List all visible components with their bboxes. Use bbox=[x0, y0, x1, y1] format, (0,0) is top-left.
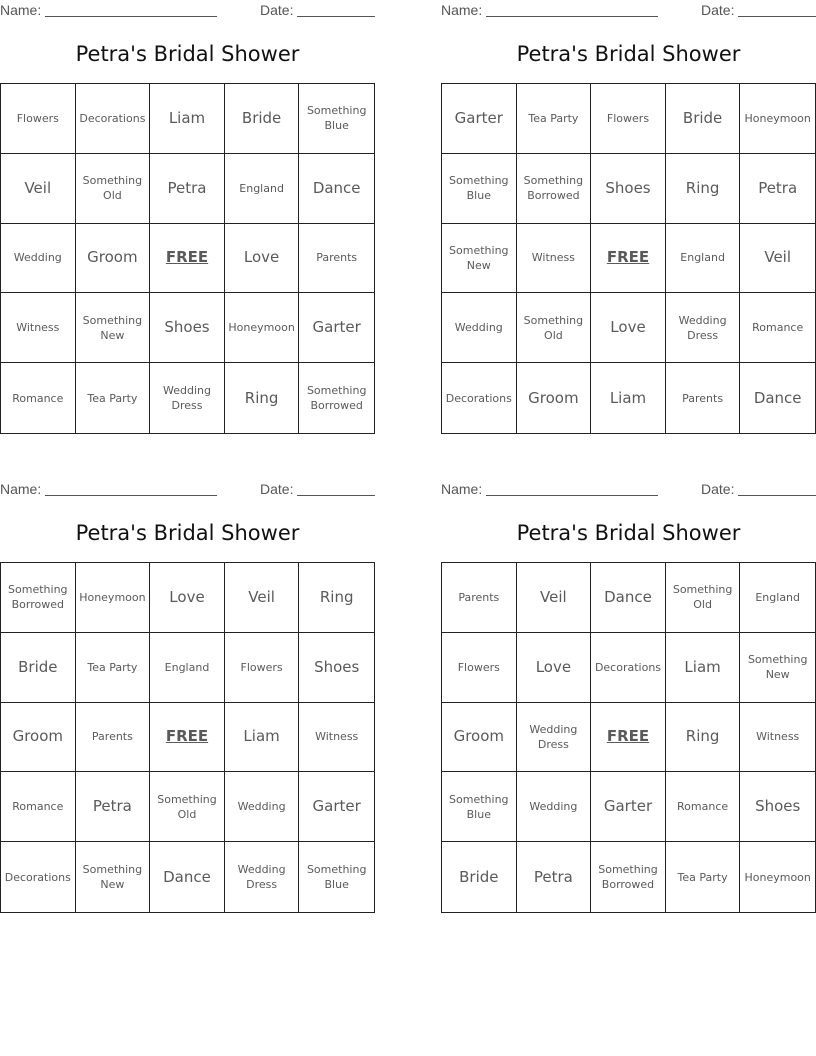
bingo-card bbox=[0, 0, 375, 434]
bingo-cell: Bride bbox=[1, 633, 76, 703]
bingo-cell: Romance bbox=[740, 293, 815, 363]
bingo-card bbox=[0, 479, 375, 913]
bingo-cell: Decorations bbox=[76, 84, 151, 154]
date-label: Date: bbox=[260, 481, 294, 497]
bingo-cell: Garter bbox=[442, 84, 517, 154]
bingo-cell: Wedding Dress bbox=[150, 363, 225, 433]
card-title: Petra's Bridal Shower bbox=[75, 521, 300, 545]
bingo-cell: Flowers bbox=[1, 84, 76, 154]
name-label: Name: bbox=[0, 2, 42, 18]
bingo-cell: Something Old bbox=[517, 293, 592, 363]
date-line[interactable] bbox=[738, 495, 816, 496]
bingo-cell: Parents bbox=[442, 563, 517, 633]
date-label: Date: bbox=[701, 481, 735, 497]
free-cell: FREE bbox=[591, 703, 666, 773]
bingo-cell: Wedding Dress bbox=[666, 293, 741, 363]
bingo-cell: Bride bbox=[225, 84, 300, 154]
bingo-cell: Decorations bbox=[1, 842, 76, 912]
bingo-cell: Liam bbox=[666, 633, 741, 703]
name-line[interactable] bbox=[486, 495, 658, 496]
bingo-cell: Shoes bbox=[299, 633, 374, 703]
bingo-cell: Something Borrowed bbox=[591, 842, 666, 912]
name-label: Name: bbox=[441, 481, 483, 497]
name-label: Name: bbox=[0, 481, 42, 497]
card-title: Petra's Bridal Shower bbox=[75, 42, 300, 66]
bingo-grid bbox=[441, 562, 816, 913]
bingo-cell: Honeymoon bbox=[744, 870, 811, 884]
bingo-cell: Wedding bbox=[225, 772, 300, 842]
bingo-cell: Bride bbox=[442, 842, 517, 912]
bingo-cell: Shoes bbox=[591, 154, 666, 224]
bingo-cell: Something Borrowed bbox=[1, 563, 76, 633]
bingo-cell: Ring bbox=[666, 154, 741, 224]
bingo-cell: Honeymoon bbox=[225, 293, 300, 363]
bingo-cell: Groom bbox=[442, 703, 517, 773]
card-title: Petra's Bridal Shower bbox=[516, 42, 741, 66]
bingo-cell: Witness bbox=[517, 224, 592, 294]
bingo-card bbox=[441, 479, 816, 913]
bingo-cell: Witness bbox=[740, 703, 815, 773]
bingo-cell: Wedding bbox=[1, 224, 76, 294]
bingo-cell: Parents bbox=[666, 363, 741, 433]
bingo-cell: Petra bbox=[740, 154, 815, 224]
bingo-cell: Something Blue bbox=[299, 84, 374, 154]
bingo-cell: Veil bbox=[740, 224, 815, 294]
bingo-cell: Honeymoon bbox=[76, 563, 151, 633]
bingo-cell: Groom bbox=[76, 224, 151, 294]
bingo-cell: Something Old bbox=[150, 772, 225, 842]
bingo-cell: Something New bbox=[76, 842, 151, 912]
bingo-cell: Love bbox=[150, 563, 225, 633]
bingo-cell: Bride bbox=[666, 84, 741, 154]
bingo-cell: Love bbox=[591, 293, 666, 363]
bingo-grid bbox=[0, 83, 375, 434]
bingo-cell: Petra bbox=[150, 154, 225, 224]
bingo-cell: Dance bbox=[299, 154, 374, 224]
card-title: Petra's Bridal Shower bbox=[516, 521, 741, 545]
bingo-cell: Parents bbox=[76, 703, 151, 773]
bingo-cell: Decorations bbox=[591, 633, 666, 703]
bingo-cell: Flowers bbox=[591, 84, 666, 154]
bingo-cell: Romance bbox=[1, 772, 76, 842]
bingo-cell: Ring bbox=[666, 703, 741, 773]
card-header bbox=[441, 0, 816, 20]
bingo-cell: Wedding Dress bbox=[225, 842, 300, 912]
bingo-cell: Tea Party bbox=[666, 842, 741, 912]
bingo-cell: Wedding Dress bbox=[517, 703, 592, 773]
free-cell: FREE bbox=[591, 224, 666, 294]
bingo-cell: Something New bbox=[76, 293, 151, 363]
bingo-cell: Liam bbox=[591, 363, 666, 433]
free-cell: FREE bbox=[150, 703, 225, 773]
bingo-cell: Liam bbox=[150, 84, 225, 154]
bingo-cell: Groom bbox=[517, 363, 592, 433]
bingo-cell: England bbox=[150, 633, 225, 703]
bingo-cell: Wedding bbox=[442, 293, 517, 363]
bingo-cell: Groom bbox=[1, 703, 76, 773]
card-header bbox=[441, 479, 816, 499]
bingo-card bbox=[441, 0, 816, 434]
free-cell: FREE bbox=[150, 224, 225, 294]
bingo-cell: Something New bbox=[442, 224, 517, 294]
bingo-cell: Liam bbox=[225, 703, 300, 773]
bingo-cell: England bbox=[666, 224, 741, 294]
bingo-cell: Veil bbox=[1, 154, 76, 224]
bingo-cell: Something Blue bbox=[442, 772, 517, 842]
name-line[interactable] bbox=[45, 16, 217, 17]
date-line[interactable] bbox=[738, 16, 816, 17]
bingo-cell: Tea Party bbox=[76, 633, 151, 703]
name-label: Name: bbox=[441, 2, 483, 18]
bingo-cell: Something Blue bbox=[306, 863, 367, 892]
card-header bbox=[0, 0, 375, 20]
bingo-grid bbox=[0, 562, 375, 913]
bingo-cell: Garter bbox=[299, 772, 374, 842]
bingo-cell: Flowers bbox=[225, 633, 300, 703]
bingo-cell: Tea Party bbox=[76, 363, 151, 433]
bingo-cell: Something Borrowed bbox=[306, 384, 367, 413]
bingo-cell: Decorations bbox=[442, 363, 517, 433]
bingo-cell: Dance bbox=[150, 842, 225, 912]
bingo-cell: Shoes bbox=[150, 293, 225, 363]
bingo-cell: Ring bbox=[299, 563, 374, 633]
bingo-cell: Dance bbox=[591, 563, 666, 633]
bingo-cell: Veil bbox=[225, 563, 300, 633]
bingo-cell: Parents bbox=[299, 224, 374, 294]
date-line[interactable] bbox=[297, 495, 375, 496]
bingo-cell: Romance bbox=[666, 772, 741, 842]
bingo-cell: Flowers bbox=[442, 633, 517, 703]
bingo-cell: Garter bbox=[299, 293, 374, 363]
bingo-cell: Honeymoon bbox=[740, 84, 815, 154]
bingo-cell: Something Old bbox=[666, 563, 741, 633]
bingo-cell: Ring bbox=[225, 363, 300, 433]
bingo-cell: Wedding bbox=[517, 772, 592, 842]
bingo-cell: Petra bbox=[76, 772, 151, 842]
name-line[interactable] bbox=[486, 16, 658, 17]
bingo-grid bbox=[441, 83, 816, 434]
bingo-cell: Petra bbox=[517, 842, 592, 912]
bingo-cell: Love bbox=[225, 224, 300, 294]
bingo-cell: Tea Party bbox=[517, 84, 592, 154]
bingo-cell: Something New bbox=[740, 633, 815, 703]
card-header bbox=[0, 479, 375, 499]
bingo-cell: Dance bbox=[753, 388, 802, 407]
date-label: Date: bbox=[701, 2, 735, 18]
date-line[interactable] bbox=[297, 16, 375, 17]
bingo-cell: Veil bbox=[517, 563, 592, 633]
bingo-cell: Something Blue bbox=[442, 154, 517, 224]
bingo-cell: Something Old bbox=[76, 154, 151, 224]
bingo-cell: Love bbox=[517, 633, 592, 703]
bingo-cell: Shoes bbox=[740, 772, 815, 842]
name-line[interactable] bbox=[45, 495, 217, 496]
bingo-cell: England bbox=[225, 154, 300, 224]
date-label: Date: bbox=[260, 2, 294, 18]
bingo-cell: Garter bbox=[591, 772, 666, 842]
bingo-cell: Something Borrowed bbox=[517, 154, 592, 224]
bingo-cell: England bbox=[740, 563, 815, 633]
bingo-cell: Witness bbox=[1, 293, 76, 363]
bingo-cell: Witness bbox=[299, 703, 374, 773]
bingo-cell: Romance bbox=[1, 363, 76, 433]
